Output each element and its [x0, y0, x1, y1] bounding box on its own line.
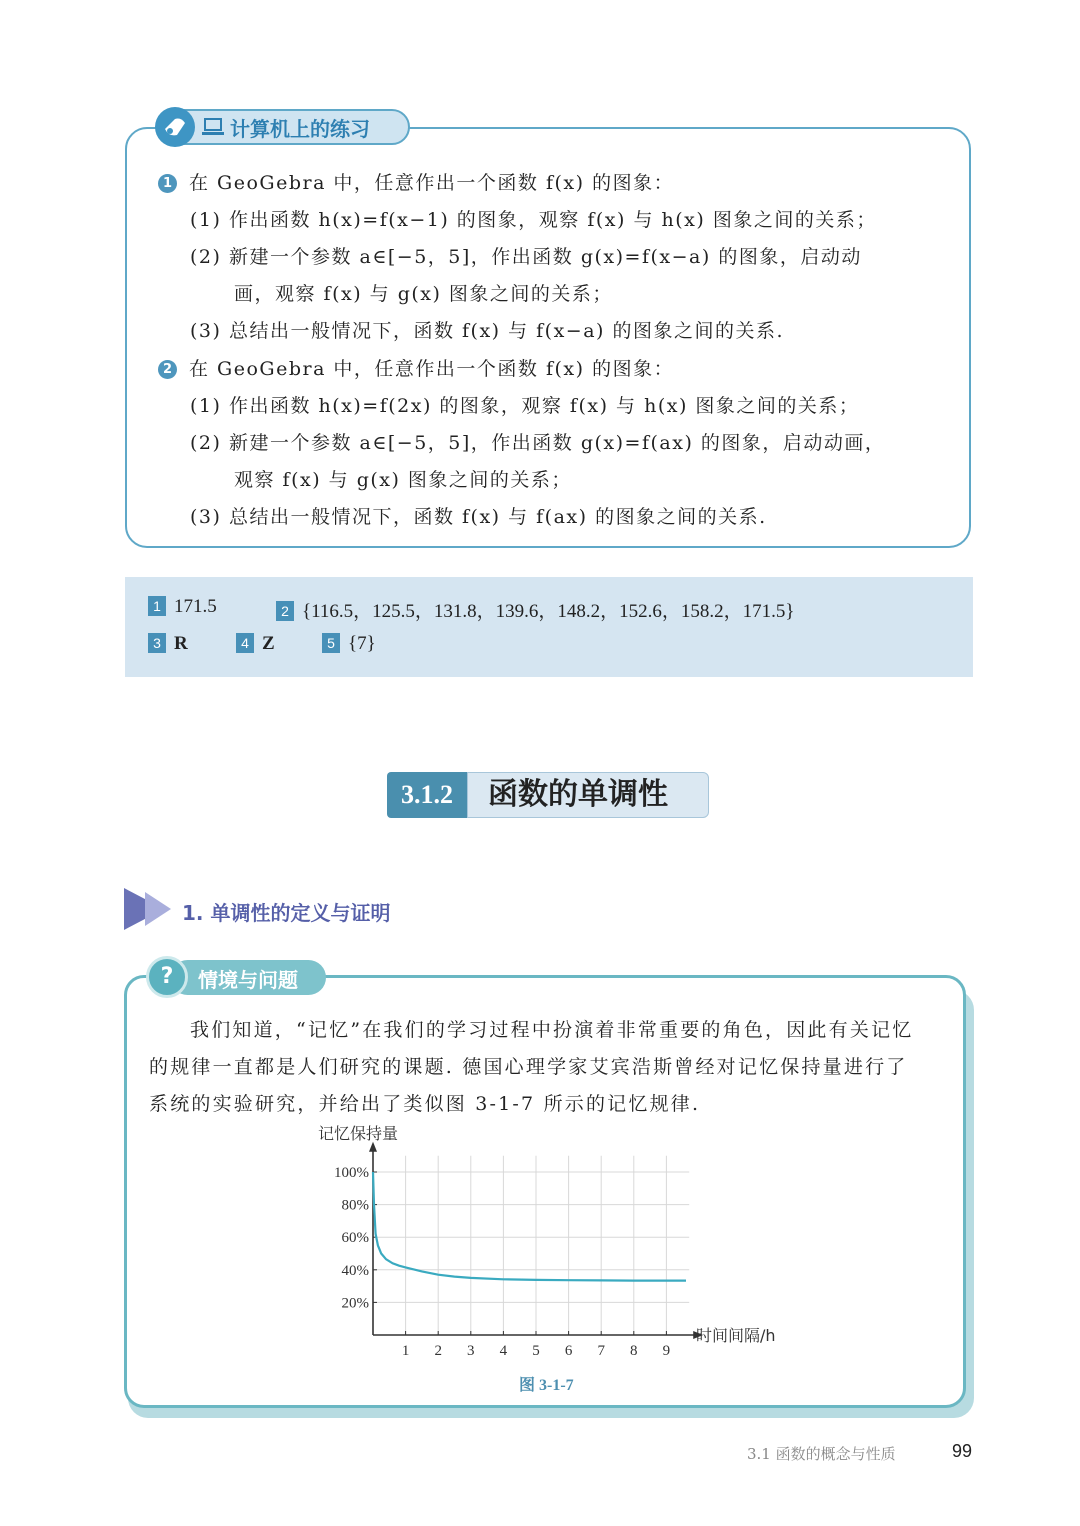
- chart-grid: [373, 1156, 689, 1335]
- laptop-icon: [202, 117, 224, 141]
- x-tick-label: 9: [662, 1343, 671, 1359]
- practice-sub: (1) 作出函数 h(x)=f(x−1) 的图象，观察 f(x) 与 h(x) 图象之间的关系；: [190, 209, 877, 231]
- question-book-icon: ?: [146, 956, 188, 998]
- item-number-badge: 1: [158, 174, 177, 193]
- answer-badge: 5: [322, 633, 340, 653]
- answers-panel: [125, 577, 973, 677]
- y-tick-label: 100%: [334, 1165, 369, 1181]
- y-tick-label: 60%: [341, 1230, 369, 1247]
- x-tick-label: 7: [597, 1343, 605, 1359]
- y-tick-label: 20%: [341, 1295, 369, 1312]
- scenario-line: 的规律一直都是人们研究的课题. 德国心理学家艾宾浩斯曾经对记忆保持量进行了: [149, 1056, 908, 1078]
- y-tick-label: 40%: [341, 1262, 369, 1279]
- x-tick-label: 2: [434, 1343, 442, 1359]
- practice-item-text: 在 GeoGebra 中，任意作出一个函数 f(x) 的图象：: [189, 172, 675, 194]
- answer-value: R: [174, 633, 188, 654]
- item-number-badge: 2: [158, 360, 177, 379]
- chart-ticks: [334, 1165, 670, 1359]
- answer-badge: 3: [148, 633, 166, 653]
- answer-value: {116.5，125.5，131.8，139.6，148.2，152.6，158.2，171.5}: [302, 601, 795, 622]
- y-axis-label: 记忆保持量: [318, 1124, 399, 1143]
- practice-sub: (1) 作出函数 h(x)=f(2x) 的图象，观察 f(x) 与 h(x) 图象之间的关系；: [190, 395, 860, 417]
- figure-caption: 图 3-1-7: [519, 1377, 574, 1394]
- scenario-line: 系统的实验研究，并给出了类似图 3-1-7 所示的记忆规律.: [149, 1093, 701, 1115]
- x-tick-label: 5: [532, 1343, 540, 1359]
- answer-badge: 4: [236, 633, 254, 653]
- answer-value: {7}: [348, 633, 376, 654]
- scenario-line: 我们知道，“记忆”在我们的学习过程中扮演着非常重要的角色，因此有关记忆: [190, 1019, 914, 1041]
- answer-value: Z: [262, 633, 275, 654]
- memory-retention-chart: [300, 1120, 800, 1400]
- scenario-title: 情境与问题: [198, 968, 298, 992]
- computer-practice-icon: [155, 107, 195, 147]
- section-number: 3.1.2: [387, 772, 467, 818]
- practice-sub: (3) 总结出一般情况下，函数 f(x) 与 f(x−a) 的图象之间的关系.: [190, 320, 785, 342]
- practice-sub: (2) 新建一个参数 a∈[−5，5]，作出函数 g(x)=f(ax) 的图象，启动动画，: [190, 432, 886, 454]
- practice-item-text: 在 GeoGebra 中，任意作出一个函数 f(x) 的图象：: [189, 358, 675, 380]
- answer-4: [236, 633, 275, 655]
- y-axis-arrow-icon: [369, 1142, 377, 1152]
- footer-section: 3.1 函数的概念与性质: [747, 1445, 896, 1463]
- x-axis-label: 时间间隔/h: [696, 1326, 776, 1345]
- answer-badge: 2: [276, 601, 294, 621]
- subsection-title: 1. 单调性的定义与证明: [182, 901, 391, 925]
- x-tick-label: 8: [630, 1343, 638, 1359]
- practice-sub: 观察 f(x) 与 g(x) 图象之间的关系；: [234, 469, 572, 491]
- answer-5: [322, 633, 376, 655]
- practice-item-1: [158, 168, 674, 195]
- x-tick-label: 3: [467, 1343, 475, 1359]
- practice-item-2: [158, 354, 674, 381]
- answer-badge: 1: [148, 596, 166, 616]
- arrow-icon-light: [145, 892, 171, 926]
- answer-value: 171.5: [174, 596, 217, 617]
- practice-title: 计算机上的练习: [230, 117, 370, 141]
- x-tick-label: 4: [499, 1343, 508, 1359]
- x-tick-label: 6: [564, 1343, 573, 1359]
- section-title: 函数的单调性: [467, 772, 709, 818]
- answer-2: [276, 596, 795, 623]
- answer-3: [148, 633, 188, 655]
- y-tick-label: 80%: [341, 1197, 369, 1214]
- practice-sub: (3) 总结出一般情况下，函数 f(x) 与 f(ax) 的图象之间的关系.: [190, 506, 767, 528]
- retention-curve: [373, 1172, 686, 1281]
- page-number: 99: [952, 1441, 973, 1461]
- practice-sub: 画，观察 f(x) 与 g(x) 图象之间的关系；: [234, 283, 613, 305]
- practice-sub: (2) 新建一个参数 a∈[−5，5]，作出函数 g(x)=f(x−a) 的图象，启动动: [190, 246, 862, 268]
- x-tick-label: 1: [401, 1343, 410, 1359]
- answer-1: [148, 596, 217, 618]
